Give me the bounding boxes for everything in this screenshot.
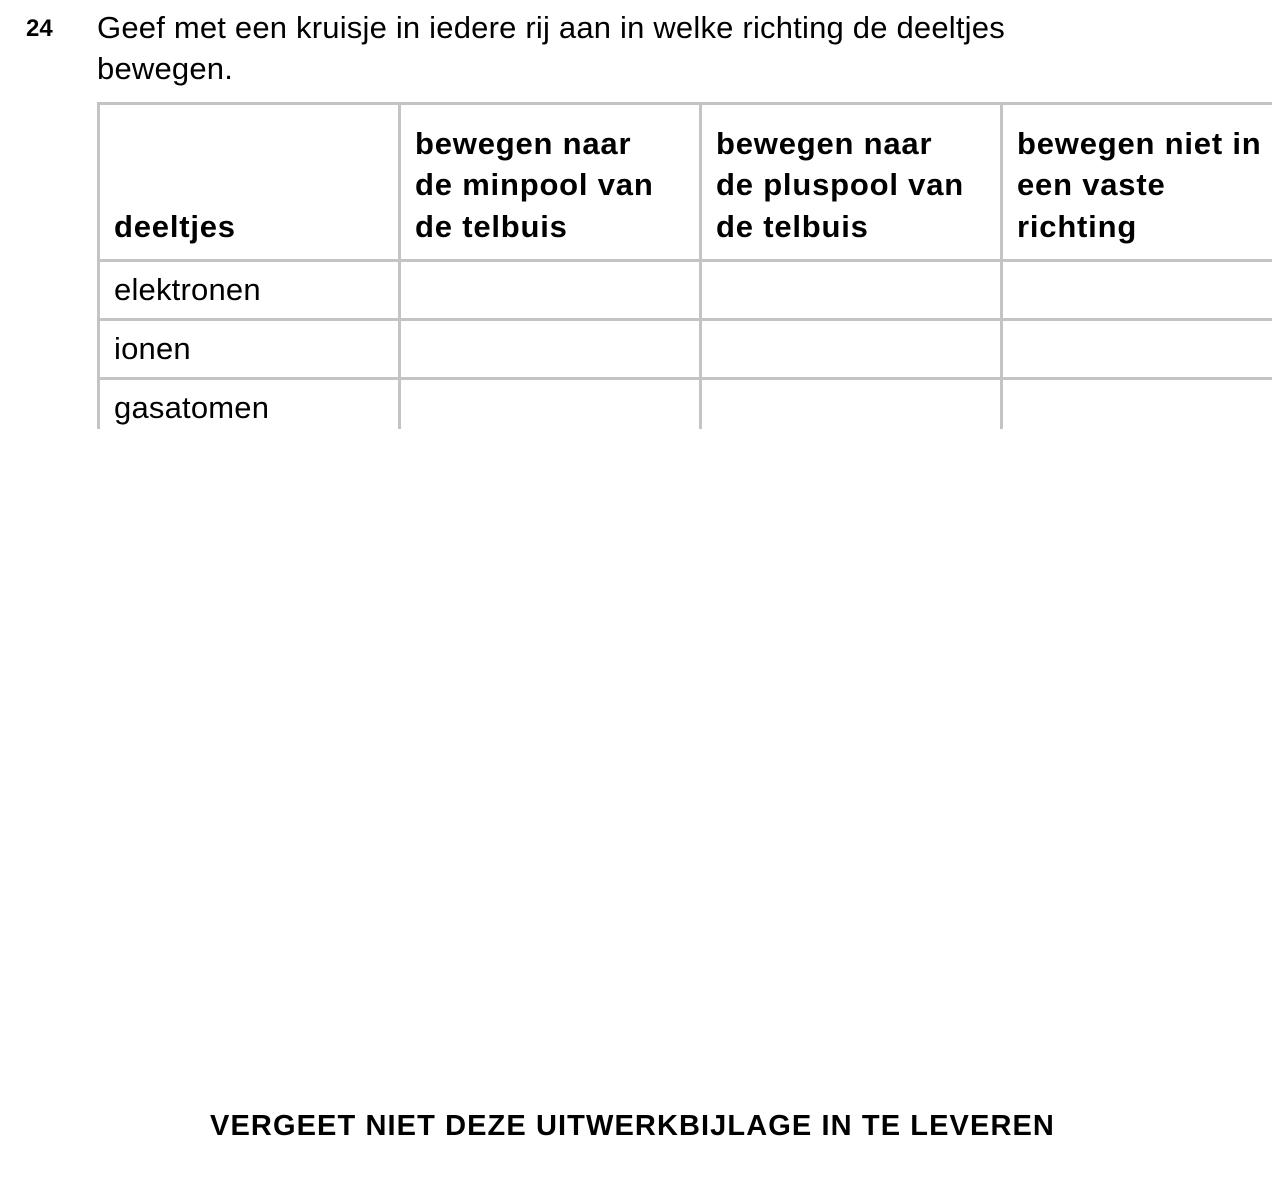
answer-cell-gasatomen-geen-richting[interactable] — [1002, 379, 1272, 430]
question-text-line-2: bewegen. — [97, 51, 234, 86]
answer-table-container — [97, 102, 1272, 429]
row-label-ionen: ionen — [99, 320, 400, 379]
header-line: de pluspool van — [716, 167, 964, 202]
footer-reminder: VERGEET NIET DEZE UITWERKBIJLAGE IN TE LEVEREN — [210, 1110, 1055, 1142]
answer-cell-gasatomen-minpool[interactable] — [400, 379, 701, 430]
table-row — [99, 261, 1272, 320]
answer-cell-ionen-pluspool[interactable] — [701, 320, 1002, 379]
answer-cell-ionen-geen-richting[interactable] — [1002, 320, 1272, 379]
answer-cell-gasatomen-pluspool[interactable] — [701, 379, 1002, 430]
header-minpool — [400, 104, 701, 261]
question-number: 24 — [26, 15, 53, 42]
header-line: de telbuis — [716, 208, 869, 244]
table-row — [99, 320, 1272, 379]
table-row — [99, 379, 1272, 430]
header-pluspool — [701, 104, 1002, 261]
answer-cell-elektronen-minpool[interactable] — [400, 261, 701, 320]
header-line: bewegen niet in — [1017, 125, 1262, 161]
answer-cell-ionen-minpool[interactable] — [400, 320, 701, 379]
header-deeltjes — [99, 104, 400, 261]
answer-cell-elektronen-pluspool[interactable] — [701, 261, 1002, 320]
table-header-row — [99, 104, 1272, 261]
header-line: een vaste — [1017, 167, 1166, 202]
header-line: de minpool van — [415, 167, 654, 202]
question-text — [97, 7, 1217, 89]
question-text-line-1: Geef met een kruisje in iedere rij aan in welke richting de deeltjes — [97, 10, 1005, 45]
answer-table — [97, 102, 1272, 429]
row-label-gasatomen: gasatomen — [99, 379, 400, 430]
header-line: bewegen naar — [415, 125, 632, 161]
answer-cell-elektronen-geen-richting[interactable] — [1002, 261, 1272, 320]
header-line: de telbuis — [415, 208, 568, 244]
header-line: deeltjes — [114, 208, 236, 244]
row-label-elektronen: elektronen — [99, 261, 400, 320]
header-line: richting — [1017, 208, 1138, 244]
header-geen-richting — [1002, 104, 1272, 261]
header-line: bewegen naar — [716, 125, 933, 161]
